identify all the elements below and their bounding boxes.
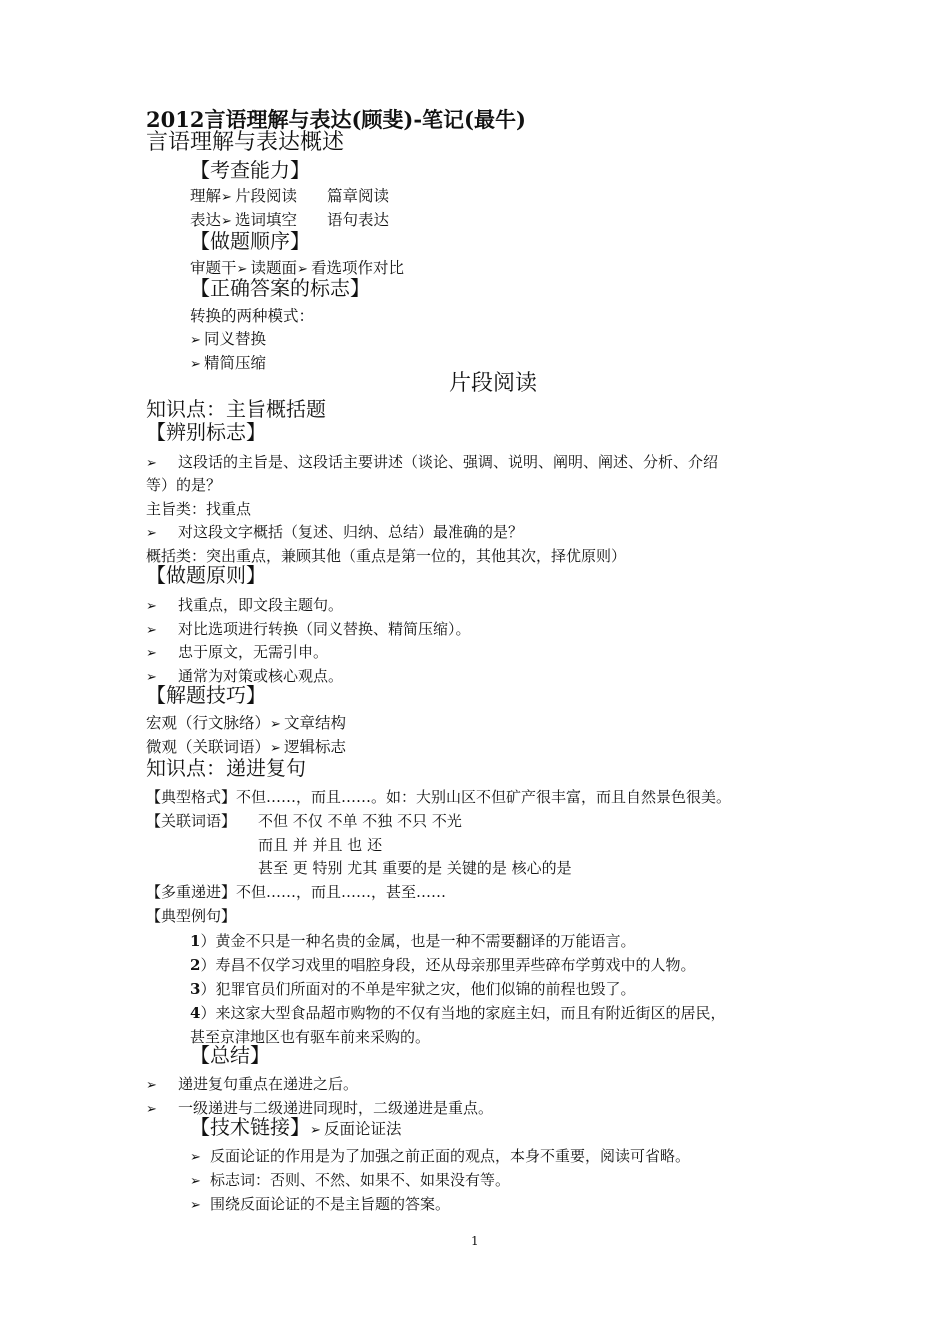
conj-row-3: 甚至 更 特别 尤其 重要的是 关键的是 核心的是: [258, 859, 572, 877]
answer-mark-heading: 【正确答案的标志】: [190, 276, 370, 300]
example-2: 2）寿昌不仅学习戏里的唱腔身段，还从母亲那里弄些碎布学剪戏中的人物。: [190, 956, 696, 974]
arrow-icon: ➢: [236, 262, 248, 277]
arrow-icon: ➢: [146, 1078, 157, 1093]
conj-row-2: 而且 并 并且 也 还: [258, 836, 383, 854]
skill-item-2: 微观（关联词语）➢ 逻辑标志: [146, 738, 347, 756]
document-title: [146, 108, 526, 132]
arrow-icon: ➢: [270, 717, 281, 732]
arrow-icon: ➢: [146, 456, 157, 471]
section-title: 片段阅读: [449, 371, 538, 396]
example-1: 1）黄金不只是一种名贵的金属，也是一种不需要翻译的万能语言。: [190, 932, 636, 950]
skill-heading: 【解题技巧】: [146, 683, 266, 707]
arrow-icon: ➢: [297, 262, 308, 277]
arrow-icon: ➢: [146, 526, 157, 541]
arrow-icon: ➢: [190, 357, 201, 372]
arrow-icon: ➢: [221, 190, 232, 205]
overview-heading: 言语理解与表达概述: [146, 130, 345, 155]
multi-progression: 【多重递进】不但……，而且……，甚至……: [146, 883, 447, 901]
identify-item-1: ➢ 这段话的主旨是、这段话主要讲述（谈论、强调、说明、阐明、阐述、分析、介绍: [146, 453, 719, 471]
ability-row-1: 理解➢ 片段阅读 篇章阅读: [190, 187, 390, 205]
arrow-icon: ➢: [190, 333, 201, 348]
title-text: 言语理解与表达(顾斐)-笔记(最牛): [204, 107, 526, 132]
kp1-heading: 知识点：主旨概括题: [146, 397, 326, 421]
summary-heading: 【总结】: [190, 1043, 270, 1067]
tech-heading: 【技术链接】: [190, 1115, 310, 1139]
typical-format: 【典型格式】不但……，而且……。如：大别山区不但矿产很丰富，而且自然景色很美。: [146, 788, 732, 806]
order-steps: 审题干➢ 读题面➢ 看选项作对比: [190, 259, 405, 277]
example-4: 4）来这家大型食品超市购物的不仅有当地的家庭主妇，而且有附近街区的居民，: [190, 1004, 726, 1022]
arrow-icon: ➢: [190, 1198, 201, 1213]
identify-heading: 【辨别标志】: [146, 420, 266, 444]
order-heading: 【做题顺序】: [190, 229, 310, 253]
identify-note-1: 主旨类：找重点: [146, 500, 252, 518]
tech-item-1: ➢ 反面论证的作用是为了加强之前正面的观点，本身不重要，阅读可省略。: [190, 1147, 691, 1165]
identify-note-2: 概括类：突出重点，兼顾其他（重点是第一位的，其他其次，择优原则）: [146, 547, 627, 565]
modes-text: 转换的两种模式：: [190, 307, 315, 325]
conj-label: 【关联词语】: [146, 812, 237, 830]
arrow-icon: ➢: [270, 741, 281, 756]
summary-item-2: ➢ 一级递进与二级递进同现时，二级递进是重点。: [146, 1099, 494, 1117]
arrow-icon: ➢: [146, 1102, 157, 1117]
tech-title: 反面论证法: [324, 1120, 402, 1138]
examples-heading: 【典型例句】: [146, 907, 237, 925]
tech-item-3: ➢ 围绕反面论证的不是主旨题的答案。: [190, 1195, 451, 1213]
example-4-cont: 甚至京津地区也有驱车前来采购的。: [190, 1028, 431, 1046]
kp2-heading: 知识点：递进复句: [146, 756, 306, 780]
principle-item-1: ➢ 找重点，即文段主题句。: [146, 596, 344, 614]
principle-item-4: ➢ 通常为对策或核心观点。: [146, 667, 344, 685]
ability-heading: 【考查能力】: [190, 158, 310, 182]
arrow-icon: ➢: [190, 1150, 201, 1165]
conj-row-1: 不但 不仅 不单 不独 不只 不光: [258, 812, 462, 830]
arrow-icon: ➢: [190, 1174, 201, 1189]
principle-item-3: ➢ 忠于原文，无需引申。: [146, 643, 329, 661]
tech-item-2: ➢ 标志词：否则、不然、如果不、如果没有等。: [190, 1171, 511, 1189]
arrow-icon: ➢: [146, 670, 157, 685]
summary-item-1: ➢ 递进复句重点在递进之后。: [146, 1075, 359, 1093]
example-3: 3）犯罪官员们所面对的不单是牢狱之灾，他们似锦的前程也毁了。: [190, 980, 636, 998]
identify-item-2: ➢ 对这段文字概括（复述、归纳、总结）最准确的是？: [146, 523, 524, 541]
skill-item-1: 宏观（行文脉络）➢ 文章结构: [146, 714, 347, 732]
mode-item-1: ➢ 同义替换: [190, 330, 267, 348]
arrow-icon: ➢: [146, 623, 157, 638]
mode-item-2: ➢ 精简压缩: [190, 354, 267, 372]
identify-item-1-cont: 等）的是？: [146, 476, 222, 494]
principle-item-2: ➢ 对比选项进行转换（同义替换、精简压缩）。: [146, 620, 471, 638]
title-year: 2012: [146, 107, 205, 132]
page-number: 1: [471, 1234, 479, 1248]
principle-heading: 【做题原则】: [146, 563, 266, 587]
ability-row-2: 表达➢ 选词填空 语句表达: [190, 211, 390, 229]
arrow-icon: ➢: [146, 599, 157, 614]
arrow-icon: ➢: [310, 1123, 321, 1138]
arrow-icon: ➢: [146, 646, 157, 661]
tech-link-line: [190, 1116, 402, 1139]
arrow-icon: ➢: [221, 214, 232, 229]
